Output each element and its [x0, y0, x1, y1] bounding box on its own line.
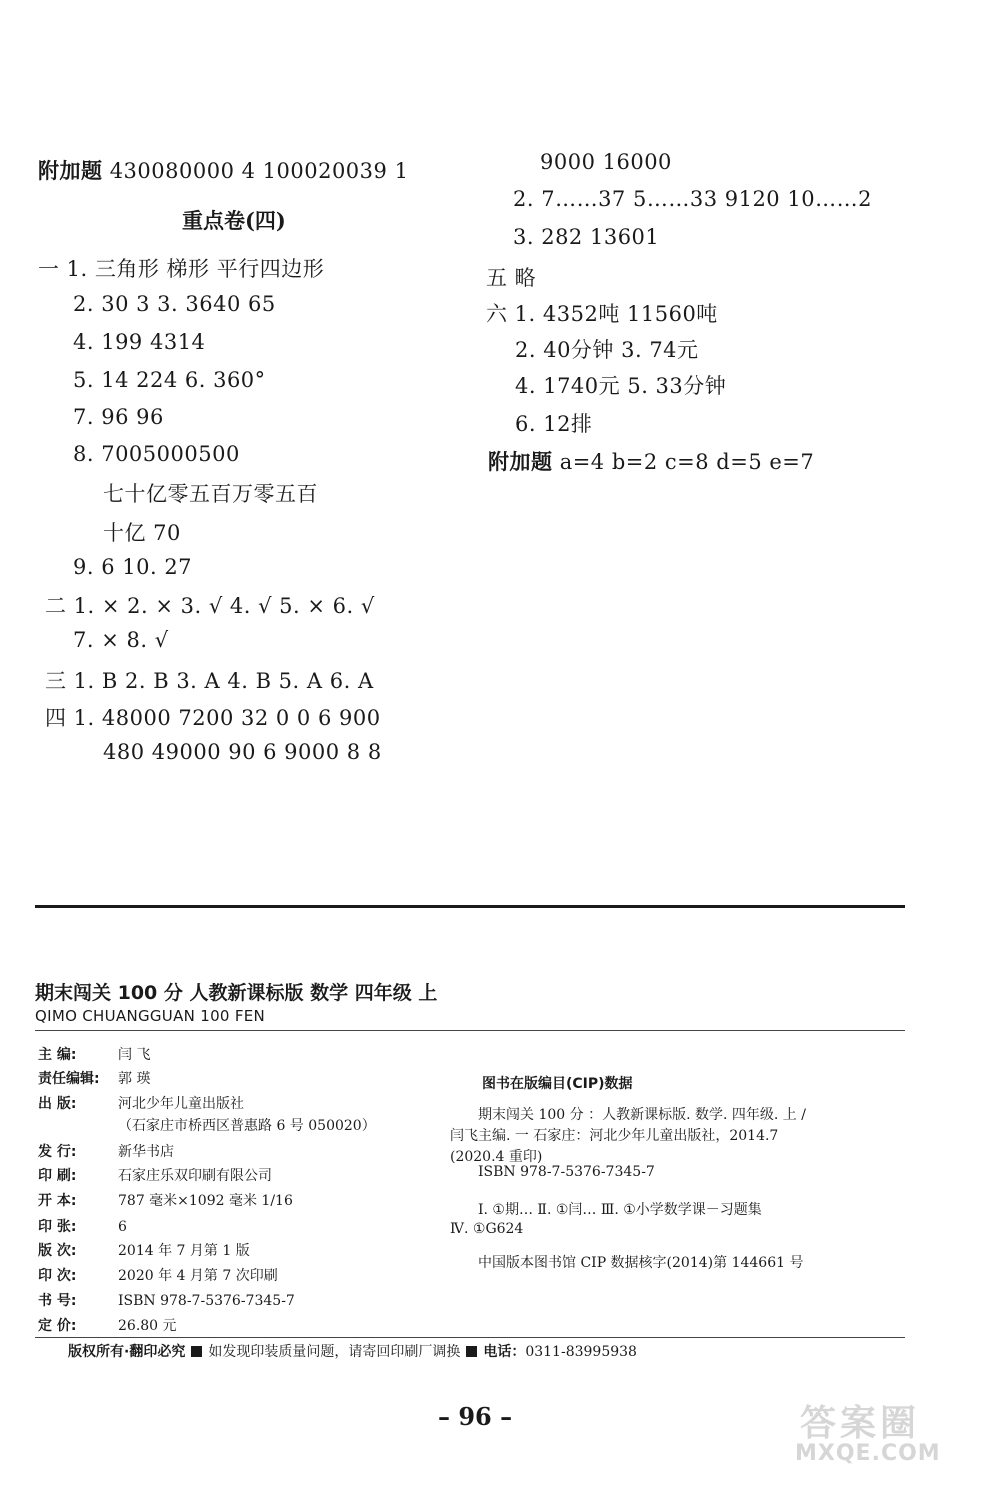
- cip-line: ISBN 978-7-5376-7345-7: [478, 1164, 655, 1180]
- footer-line: [68, 1341, 637, 1361]
- meta-label: 出 版:: [38, 1096, 77, 1112]
- meta-value: 26.80 元: [118, 1318, 177, 1334]
- meta-label: 定 价:: [38, 1318, 77, 1334]
- left-bonus-line: [38, 155, 408, 185]
- right-bonus-label: 附加题: [488, 450, 553, 474]
- book-pinyin: QIMO CHUANGGUAN 100 FEN: [35, 1007, 266, 1025]
- answer-line: 4. 199 4314: [73, 330, 206, 354]
- answer-line: 6. 12排: [515, 412, 593, 436]
- meta-label: 书 号:: [38, 1293, 77, 1309]
- meta-label: 主 编:: [38, 1047, 77, 1063]
- meta-row: [38, 1115, 376, 1135]
- page-number: – 96 –: [438, 1402, 513, 1431]
- meta-value: 河北少年儿童出版社: [118, 1096, 244, 1112]
- footer-phone-label: 电话：: [483, 1344, 526, 1360]
- answer-line: 8. 7005000500: [73, 442, 240, 466]
- answer-line: 9000 16000: [540, 150, 672, 174]
- answer-line: 二 1. × 2. × 3. √ 4. √ 5. × 6. √: [45, 594, 375, 618]
- answer-line: 7. × 8. √: [73, 628, 169, 652]
- cip-line: Ⅳ. ①G624: [450, 1221, 524, 1237]
- meta-row: [38, 1141, 174, 1161]
- meta-label: 印 次:: [38, 1268, 77, 1284]
- answer-line: 2. 40分钟 3. 74元: [515, 338, 699, 362]
- meta-label: 发 行:: [38, 1144, 77, 1160]
- footer-notice: 如发现印装质量问题，请寄回印刷厂调换: [208, 1344, 461, 1360]
- left-bonus-label: 附加题: [38, 159, 103, 183]
- meta-row: [38, 1044, 150, 1064]
- meta-row: [38, 1216, 127, 1236]
- square-bullet-icon: [191, 1346, 202, 1357]
- meta-row: [38, 1240, 250, 1260]
- watermark-url: MXQE.COM: [795, 1441, 941, 1466]
- answer-line: 七十亿零五百万零五百: [103, 482, 318, 506]
- meta-value: 2014 年 7 月第 1 版: [118, 1243, 250, 1259]
- cip-line: (2020.4 重印): [450, 1149, 543, 1165]
- left-bonus-answers: 430080000 4 100020039 1: [109, 159, 409, 183]
- meta-label: 开 本:: [38, 1193, 77, 1209]
- answer-line: 3. 282 13601: [513, 225, 660, 249]
- answer-line: 2. 7……37 5……33 9120 10……2: [513, 187, 872, 211]
- meta-value: （石家庄市桥西区普惠路 6 号 050020）: [118, 1118, 376, 1134]
- meta-value: 石家庄乐双印刷有限公司: [118, 1168, 272, 1184]
- answer-line: 2. 30 3 3. 3640 65: [73, 292, 276, 316]
- meta-row: [38, 1165, 272, 1185]
- info-divider: [35, 1030, 905, 1031]
- answer-line: 480 49000 90 6 9000 8 8: [103, 740, 382, 764]
- footer-divider: [35, 1337, 905, 1338]
- meta-label: 印 刷:: [38, 1168, 77, 1184]
- meta-value: 新华书店: [118, 1144, 174, 1160]
- meta-value: 2020 年 4 月第 7 次印刷: [118, 1268, 278, 1284]
- footer-phone: 0311-83995938: [525, 1344, 637, 1360]
- footer-rights: 版权所有·翻印必究: [68, 1344, 186, 1360]
- meta-row: [38, 1315, 177, 1335]
- right-bonus-answers: a=4 b=2 c=8 d=5 e=7: [559, 450, 815, 474]
- meta-value: 787 毫米×1092 毫米 1/16: [118, 1193, 293, 1209]
- cip-line: 中国版本图书馆 CIP 数据核字(2014)第 144661 号: [478, 1255, 804, 1271]
- watermark-text: 答案圈: [800, 1403, 921, 1444]
- answer-line: 7. 96 96: [73, 405, 164, 429]
- cip-title: 图书在版编目(CIP)数据: [482, 1076, 633, 1092]
- book-title: 期末闯关 100 分 人教新课标版 数学 四年级 上: [35, 982, 438, 1004]
- answer-line: 六 1. 4352吨 11560吨: [486, 302, 718, 326]
- answer-line: 三 1. B 2. B 3. A 4. B 5. A 6. A: [45, 669, 374, 693]
- answer-line: 9. 6 10. 27: [73, 555, 193, 579]
- cip-line: 期末闯关 100 分 ：人教新课标版. 数学. 四年级. 上 /: [478, 1107, 806, 1123]
- answer-line: 五 略: [486, 266, 537, 290]
- section-title: 重点卷(四): [182, 208, 286, 233]
- meta-label: 责任编辑:: [38, 1071, 100, 1087]
- meta-value: 闫 飞: [118, 1047, 151, 1063]
- answer-line: 5. 14 224 6. 360°: [73, 368, 266, 392]
- right-bonus-line: [488, 446, 814, 476]
- answer-line: 4. 1740元 5. 33分钟: [515, 374, 727, 398]
- answer-line: 一 1. 三角形 梯形 平行四边形: [38, 257, 325, 281]
- meta-row: [38, 1093, 244, 1113]
- meta-label: 版 次:: [38, 1243, 77, 1259]
- cip-line: 闫飞主编. 一 石家庄：河北少年儿童出版社，2014.7: [450, 1128, 779, 1144]
- meta-row: [38, 1190, 293, 1210]
- section-divider: [35, 905, 905, 908]
- meta-label: 印 张:: [38, 1219, 77, 1235]
- answer-line: 十亿 70: [103, 521, 181, 545]
- meta-row: [38, 1068, 150, 1088]
- meta-row: [38, 1290, 295, 1310]
- cip-line: Ⅰ. ①期… Ⅱ. ①闫… Ⅲ. ①小学数学课－习题集: [478, 1202, 762, 1218]
- meta-value: 郭 瑛: [118, 1071, 151, 1087]
- meta-value: ISBN 978-7-5376-7345-7: [118, 1293, 295, 1309]
- answer-line: 四 1. 48000 7200 32 0 0 6 900: [45, 706, 381, 730]
- meta-row: [38, 1265, 278, 1285]
- watermark-logo: [790, 1395, 980, 1475]
- square-bullet-icon: [466, 1346, 477, 1357]
- meta-value: 6: [118, 1219, 127, 1235]
